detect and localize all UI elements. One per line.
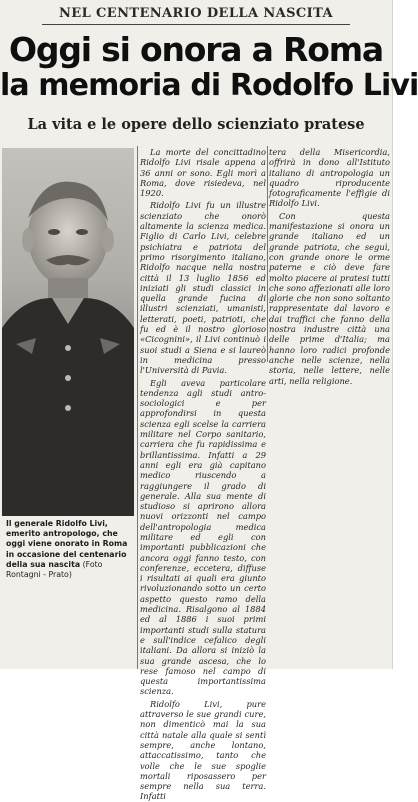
headline-line-2: la memoria di Rodolfo Livi <box>0 68 418 103</box>
column-divider <box>267 146 268 362</box>
photo-credit: (Foto Rontagni - Prato) <box>6 559 103 580</box>
headline-line-1: Oggi si onora a Roma <box>9 30 383 69</box>
portrait-photo <box>2 148 134 516</box>
kicker-rule <box>42 24 350 25</box>
article-column-2 <box>269 147 390 386</box>
portrait-illustration <box>2 148 134 516</box>
paragraph: Egli aveva particolare tendenza agli studi antro-sociologici e per approfondirsi in questa scienza egli scelse la carriera militare nel Corpo sanitario, carriera che fu rapidissima e brillantissima. Infatti a 29 anni egli era già capitano medico riuscendo a raggiungere il grado di generale. Alla sua mente di studioso si aprirono allora nuovi orizzonti nel campo dell'antropologia medica militare ed egli con importanti pubblicazioni che ancora oggi fanno testo, con conferenze, eccetera, diffuse i risultati ai quali era giunto rivoluzionando sotto un certo aspetto questo ramo della medicina. Risalgono al 1884 ed al 1886 i suoi primi importanti studi sulla statura e sull'indice cefalico degli italiani. Da allora si iniziò la sua grande ascesa, che lo rese famoso nel campo di questa importantissima scienza. <box>140 377 266 697</box>
subheadline: La vita e le opere dello scienziato pratese <box>27 116 365 133</box>
paragraph: La morte del concittadino Ridolfo Livi risale appena a 36 anni or sono. Egli morì a Roma, dove risiedeva, nel 1920. <box>140 147 266 199</box>
paragraph: tera della Misericordia, offrirà in dono all'Istituto italiano di antropologia un quadro riproducente fotograficamente l'effigie di Ridolfo Livi. <box>269 147 390 209</box>
paragraph: Ridolfo Livi, pure attraverso le sue grandi cure, non dimenticò mai la sua città natale alla quale si sentì sempre, anche lontano, attaccatissimo, tanto che volle che le sue spoglie mortali riposassero per sempre nella sua terra. Infatti <box>140 698 266 802</box>
column-divider <box>137 146 138 669</box>
article-column-1 <box>140 147 266 802</box>
caption-text: Il generale Ridolfo Livi, emerito antropologo, che oggi viene onorato in Roma in occasione del centenario della sua nascita <box>6 519 128 569</box>
photo-caption <box>6 519 134 580</box>
kicker: NEL CENTENARIO DELLA NASCITA <box>59 6 333 21</box>
paragraph: Ridolfo Livi fu un illustre scienziato che onorò altamente la scienza medica. Figlio di Carlo Livi, celebre psichiatra e patriota del primo risorgimento italiano, Ridolfo nacque nella nostra città il 13 luglio 1856 ed iniziati gli studi classici in quella grande fucina di illustri scienziati, umanisti, letterati, poeti, patrioti, che fu ed è il nostro glorioso «Cicognini», il Livi continuò i suoi studi a Siena e si laureò in medicina presso l'Università di Pavia. <box>140 200 266 376</box>
paragraph: Con questa manifestazione si onora un grande italiano ed un grande patriota, che seguì, con grande onore le orme paterne e ciò deve fare molto piacere ai pratesi tutti che sono affezionati alle loro glorie che non sono soltanto rappresentate dal lavoro e dai traffici che fanno della nostra industre città una delle prime d'Italia; ma hanno loro radici profonde anche nelle scienze, nella storia, nelle lettere, nelle arti, nella religione. <box>269 210 390 386</box>
